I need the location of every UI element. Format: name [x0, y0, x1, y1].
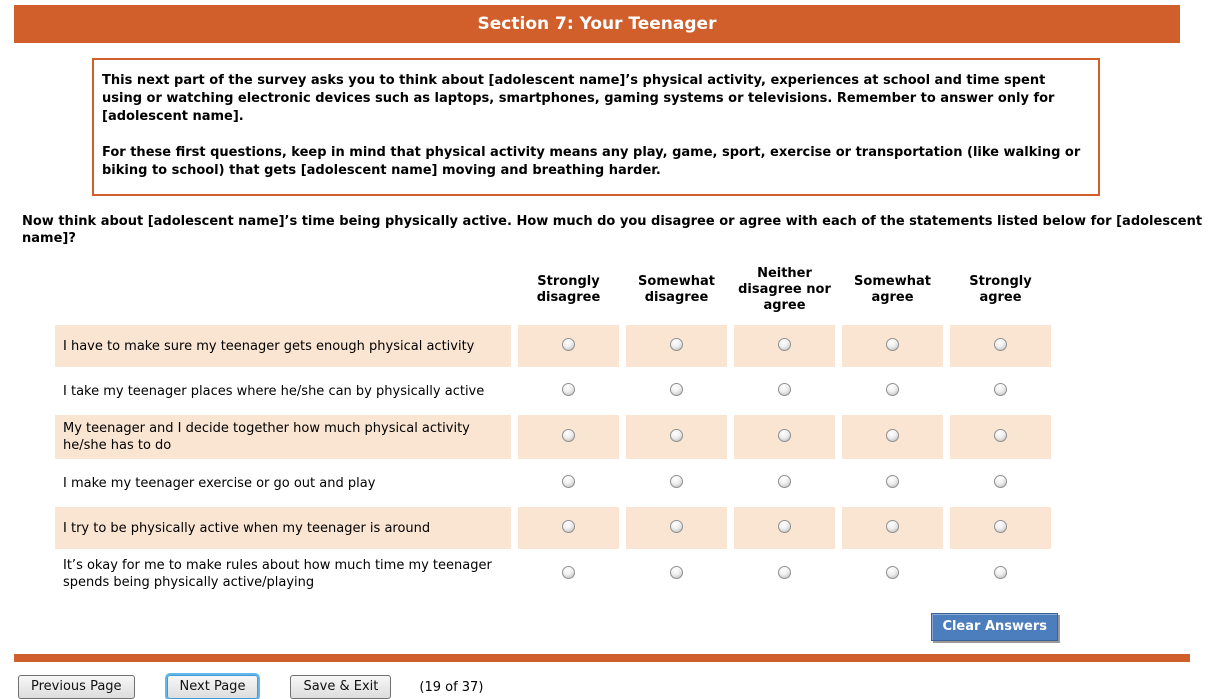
next-page-button[interactable]: Next Page [167, 675, 259, 699]
radio-button-row6-strongly-agree[interactable] [994, 566, 1007, 579]
radio-button-row1-strongly-disagree[interactable] [562, 338, 575, 351]
radio-button-row6-somewhat-disagree[interactable] [670, 566, 683, 579]
table-row [55, 507, 1051, 549]
radio-button-row6-neither[interactable] [778, 566, 791, 579]
radio-button-row6-somewhat-agree[interactable] [886, 566, 899, 579]
radio-button-row1-somewhat-disagree[interactable] [670, 338, 683, 351]
table-row [55, 325, 1051, 367]
instructions-paragraph-2: For these first questions, keep in mind that physical activity means any play, game, sport, exercise or transportation (like walking or biking to school) that gets [adolescent name] moving and breathing harder. [102, 145, 1081, 178]
statement-label: My teenager and I decide together how much physical activity he/she has to do [55, 415, 511, 459]
radio-button-row2-neither[interactable] [778, 383, 791, 396]
radio-button-row1-neither[interactable] [778, 338, 791, 351]
radio-button-row5-somewhat-disagree[interactable] [670, 520, 683, 533]
column-header-neither: Neither disagree nor agree [738, 266, 831, 313]
footer-divider [14, 654, 1190, 662]
column-header-somewhat-disagree: Somewhat disagree [638, 274, 715, 305]
radio-button-row4-strongly-disagree[interactable] [562, 475, 575, 488]
agreement-matrix [48, 257, 1220, 599]
table-row [55, 552, 1051, 596]
column-header-empty [55, 260, 511, 322]
radio-button-row3-strongly-disagree[interactable] [562, 429, 575, 442]
clear-answers-row [48, 613, 1058, 641]
radio-button-row2-somewhat-agree[interactable] [886, 383, 899, 396]
section-header-bar [14, 5, 1180, 43]
radio-button-row1-strongly-agree[interactable] [994, 338, 1007, 351]
radio-button-row1-somewhat-agree[interactable] [886, 338, 899, 351]
radio-button-row3-neither[interactable] [778, 429, 791, 442]
radio-button-row2-somewhat-disagree[interactable] [670, 383, 683, 396]
radio-button-row4-somewhat-disagree[interactable] [670, 475, 683, 488]
statement-label: I try to be physically active when my teenager is around [55, 507, 511, 549]
column-header-somewhat-agree: Somewhat agree [854, 274, 931, 305]
radio-button-row5-neither[interactable] [778, 520, 791, 533]
radio-button-row4-somewhat-agree[interactable] [886, 475, 899, 488]
statement-label: I make my teenager exercise or go out and play [63, 475, 376, 491]
statement-label: I take my teenager places where he/she can by physically active [63, 383, 485, 399]
radio-button-row6-strongly-disagree[interactable] [562, 566, 575, 579]
instructions-box [92, 58, 1100, 196]
radio-button-row3-somewhat-disagree[interactable] [670, 429, 683, 442]
statement-label: It’s okay for me to make rules about how much time my teenager spends being physically active/playing [63, 558, 492, 590]
page-indicator: (19 of 37) [419, 679, 484, 695]
question-text: Now think about [adolescent name]’s time being physically active. How much do you disagree or agree with each of the statements listed below for [adolescent name]? [22, 214, 1203, 246]
radio-button-row5-somewhat-agree[interactable] [886, 520, 899, 533]
footer-navigation [18, 675, 1220, 699]
radio-button-row3-somewhat-agree[interactable] [886, 429, 899, 442]
radio-button-row2-strongly-disagree[interactable] [562, 383, 575, 396]
radio-button-row3-strongly-agree[interactable] [994, 429, 1007, 442]
column-header-strongly-agree: Strongly agree [969, 274, 1032, 305]
radio-button-row5-strongly-disagree[interactable] [562, 520, 575, 533]
statement-label: I have to make sure my teenager gets enough physical activity [55, 325, 511, 367]
instructions-paragraph-1: This next part of the survey asks you to think about [adolescent name]’s physical activity, experiences at school and time spent using or watching electronic devices such as laptops, smartphones, gaming systems or televisions. Remember to answer only for [adolescent name]. [102, 73, 1055, 124]
page-title: Section 7: Your Teenager [477, 14, 717, 34]
radio-button-row5-strongly-agree[interactable] [994, 520, 1007, 533]
table-row [55, 462, 1051, 504]
radio-button-row4-strongly-agree[interactable] [994, 475, 1007, 488]
radio-button-row2-strongly-agree[interactable] [994, 383, 1007, 396]
radio-button-row4-neither[interactable] [778, 475, 791, 488]
clear-answers-button[interactable]: Clear Answers [931, 613, 1058, 641]
save-exit-button[interactable]: Save & Exit [290, 675, 391, 699]
table-row [55, 415, 1051, 459]
column-header-strongly-disagree: Strongly disagree [536, 274, 601, 305]
table-row [55, 370, 1051, 412]
previous-page-button[interactable]: Previous Page [18, 675, 135, 699]
